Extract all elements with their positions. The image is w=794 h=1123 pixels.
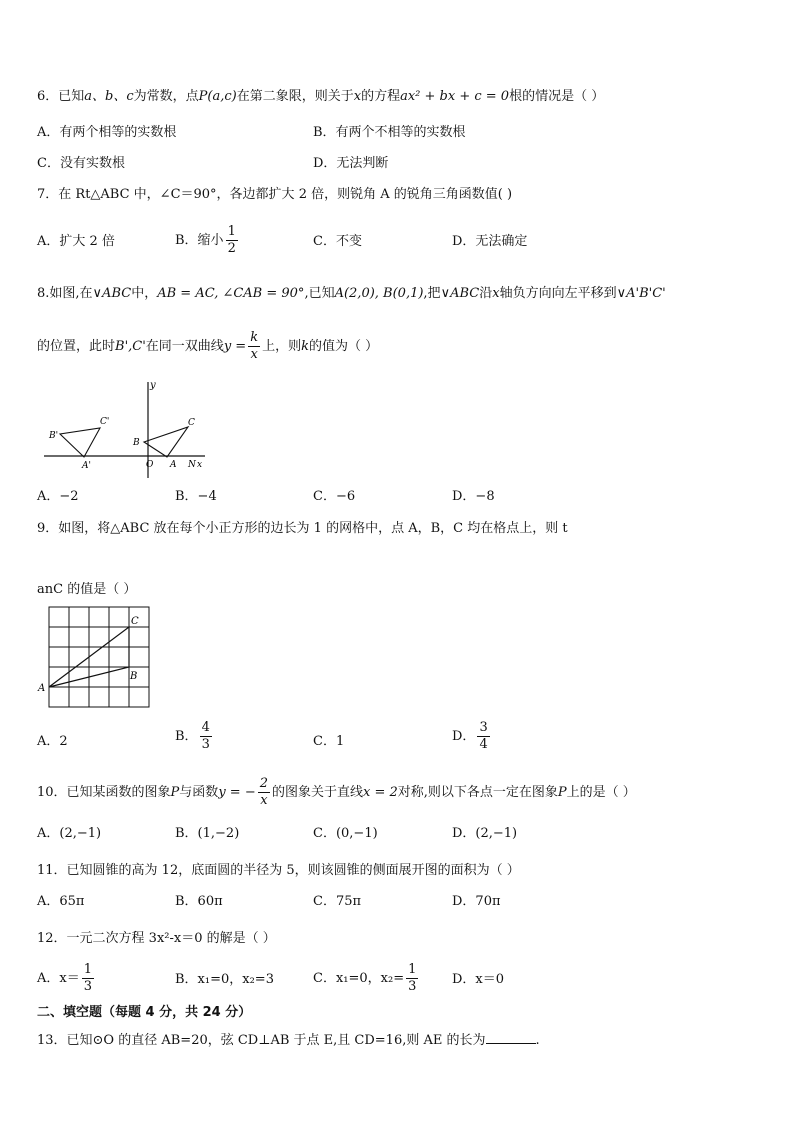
q7-frac-den: 2	[227, 241, 236, 256]
q9-b-num: 4	[201, 720, 210, 735]
q7-option-b-label: B．缩小	[175, 233, 224, 248]
q8-option-a: A．−2	[37, 489, 79, 504]
q12-c-num: 1	[408, 962, 417, 977]
question-6-stem	[37, 89, 604, 105]
q8-l2-mid: 在同一双曲线	[145, 339, 224, 354]
q8-label-c: C	[188, 418, 195, 428]
q9-label-b: B	[130, 671, 138, 682]
q10-fraction	[258, 776, 270, 809]
q8-label-cprime: C'	[100, 417, 110, 427]
q7-option-c: C．不变	[313, 234, 362, 249]
q10-frac-num: 2	[259, 776, 268, 791]
q8-triangle-right	[144, 427, 188, 457]
q8-tri2: ∨ABC	[440, 286, 480, 301]
q6-mid2: 在第二象限，则关于	[236, 89, 354, 104]
q6-equation: ax² + bx + c = 0	[400, 89, 510, 104]
q10-p2: P	[557, 785, 567, 800]
q11-option-d: D．70π	[452, 894, 501, 909]
q13-text: 13．已知⊙O 的直径 AB=20，弦 CD⊥AB 于点 E,且 CD=16,则 AE 的长为	[37, 1033, 486, 1048]
q10-mid2: 的图象关于直线	[272, 785, 364, 800]
q8-option-c: C．−6	[313, 489, 356, 504]
q7-fraction	[226, 224, 238, 257]
question-9-line1: 9．如图，将△ABC 放在每个小正方形的边长为 1 的网格中，点 A，B，C 均在格点上，则 t	[37, 521, 568, 536]
q9-label-c: C	[131, 616, 139, 627]
q6-option-c: C．没有实数根	[37, 156, 125, 171]
q6-vars: a、b、c	[84, 89, 134, 104]
q11-option-b: B．60π	[175, 894, 223, 909]
q8-k: k	[301, 339, 309, 354]
question-9-line2: anC 的值是（ ）	[37, 582, 137, 597]
q12-option-a	[37, 962, 96, 995]
question-8-line1	[37, 286, 666, 302]
q8-label-y: y	[150, 380, 156, 391]
q6-option-a: A．有两个相等的实数根	[37, 125, 177, 140]
q9-option-d-label: D．	[452, 729, 476, 744]
q6-mid1: 为常数，点	[133, 89, 199, 104]
q10-line-eq: x = 2	[363, 785, 398, 800]
q8-y-eq: y =	[223, 339, 247, 354]
q8-label-n: N	[188, 460, 196, 470]
question-7-stem: 7．在 Rt△ABC 中，∠C＝90°，各边都扩大 2 倍，则锐角 A 的锐角三角函数值( )	[37, 187, 513, 202]
q9-d-den: 4	[479, 737, 488, 752]
q10-option-a: A．(2,−1)	[37, 826, 102, 841]
q7-option-d: D．无法确定	[452, 234, 528, 249]
q6-post: 根的情况是（ ）	[509, 89, 605, 104]
q12-c-den: 3	[408, 979, 417, 994]
q12-a-fraction	[82, 962, 94, 995]
q10-option-c: C．(0,−1)	[313, 826, 378, 841]
q9-option-c: C．1	[313, 734, 345, 749]
q13-answer-blank[interactable]	[486, 1031, 536, 1044]
q8-label-a: A	[170, 460, 177, 470]
q8-triangle-left	[60, 428, 100, 457]
section-2-title: 二、填空题（每题 4 分，共 24 分）	[37, 1005, 252, 1020]
q6-option-d: D．无法判断	[313, 156, 389, 171]
q8-label-x: x	[197, 460, 203, 470]
q9-b-den: 3	[201, 737, 210, 752]
q8-points: A(2,0), B(0,1)	[334, 286, 424, 301]
q8-tri1: ∨ABC	[92, 286, 132, 301]
question-11-stem: 11．已知圆锥的高为 12，底面圆的半径为 5，则该圆锥的侧面展开图的面积为（ ）	[37, 863, 520, 878]
q7-frac-num: 1	[227, 224, 236, 239]
q7-option-a: A．扩大 2 倍	[37, 234, 115, 249]
q10-pre: 10．已知某函数的图象	[37, 785, 171, 800]
q12-c-fraction	[406, 962, 418, 995]
q8-label-aprime: A'	[82, 461, 91, 471]
q10-p1: P	[170, 785, 180, 800]
q12-option-c	[313, 962, 420, 995]
q8-l1-mid2: ,已知	[304, 286, 335, 301]
q8-l1-mid3: ,把	[423, 286, 441, 301]
q8-bc: B',C'	[115, 339, 146, 354]
q6-pre: 6．已知	[37, 89, 85, 104]
q6-point: P(a,c)	[198, 89, 237, 104]
q10-y-eq: y = −	[218, 785, 256, 800]
q8-fraction	[248, 330, 260, 363]
q12-option-d: D．x＝0	[452, 972, 505, 987]
q9-label-a: A	[38, 683, 46, 694]
q8-label-b: B	[133, 438, 140, 448]
q8-frac-den: x	[250, 347, 258, 362]
q8-l1-mid4: 沿	[479, 286, 493, 301]
q8-option-b: B．−4	[175, 489, 217, 504]
q12-option-b: B．x₁=0，x₂=3	[175, 972, 274, 987]
q8-l2-post: 的值为（ ）	[308, 339, 379, 354]
question-13-stem	[37, 1031, 540, 1049]
q8-label-o: O	[146, 460, 154, 470]
q8-figure	[40, 378, 215, 480]
q10-option-d: D．(2,−1)	[452, 826, 518, 841]
q10-post: 上的是（ ）	[566, 785, 636, 800]
q10-mid1: 与函数	[179, 785, 219, 800]
q11-option-a: A．65π	[37, 894, 85, 909]
q12-a-den: 3	[83, 979, 93, 994]
q9-d-fraction	[477, 720, 489, 753]
question-8-line2	[37, 330, 378, 363]
q10-frac-den: x	[260, 793, 268, 808]
q8-frac-num: k	[250, 330, 259, 345]
q9-option-b-label: B．	[175, 729, 198, 744]
q9-option-a: A．2	[37, 734, 68, 749]
question-12-stem: 12．一元二次方程 3x²-x＝0 的解是（ ）	[37, 931, 276, 946]
q10-option-b: B．(1,−2)	[175, 826, 240, 841]
q8-l1-mid: 中，	[131, 286, 158, 301]
q8-l2-mid2: 上，则	[262, 339, 302, 354]
q8-cond: AB = AC, ∠CAB = 90°	[157, 286, 305, 301]
q11-option-c: C．75π	[313, 894, 362, 909]
q12-option-c-label: C．x₁=0，x₂=	[313, 971, 405, 986]
q8-l1-mid5: 轴负方向向左平移到	[499, 286, 617, 301]
q9-option-d	[452, 720, 492, 753]
q9-b-fraction	[200, 720, 212, 753]
q6-x: x	[353, 89, 362, 104]
q9-d-num: 3	[479, 720, 488, 735]
q12-a-num: 1	[83, 962, 93, 977]
q9-grid-figure	[36, 603, 156, 709]
q8-l2-pre: 的位置，此时	[37, 339, 116, 354]
q12-option-a-label: A．x＝	[37, 971, 80, 986]
question-10-stem	[37, 776, 636, 809]
q8-l1-pre: 8.如图,在	[37, 286, 93, 301]
q6-mid3: 的方程	[361, 89, 401, 104]
q8-xaxis: x	[492, 286, 500, 301]
q8-label-bprime: B'	[49, 431, 59, 441]
q13-post: .	[535, 1033, 540, 1048]
q8-option-d: D．−8	[452, 489, 495, 504]
q8-tri3: ∨A'B'C'	[616, 286, 666, 301]
q6-option-b: B．有两个不相等的实数根	[313, 125, 466, 140]
q7-option-b	[175, 224, 240, 257]
q9-option-b	[175, 720, 214, 753]
q10-mid3: 对称,则以下各点一定在图象	[397, 785, 558, 800]
